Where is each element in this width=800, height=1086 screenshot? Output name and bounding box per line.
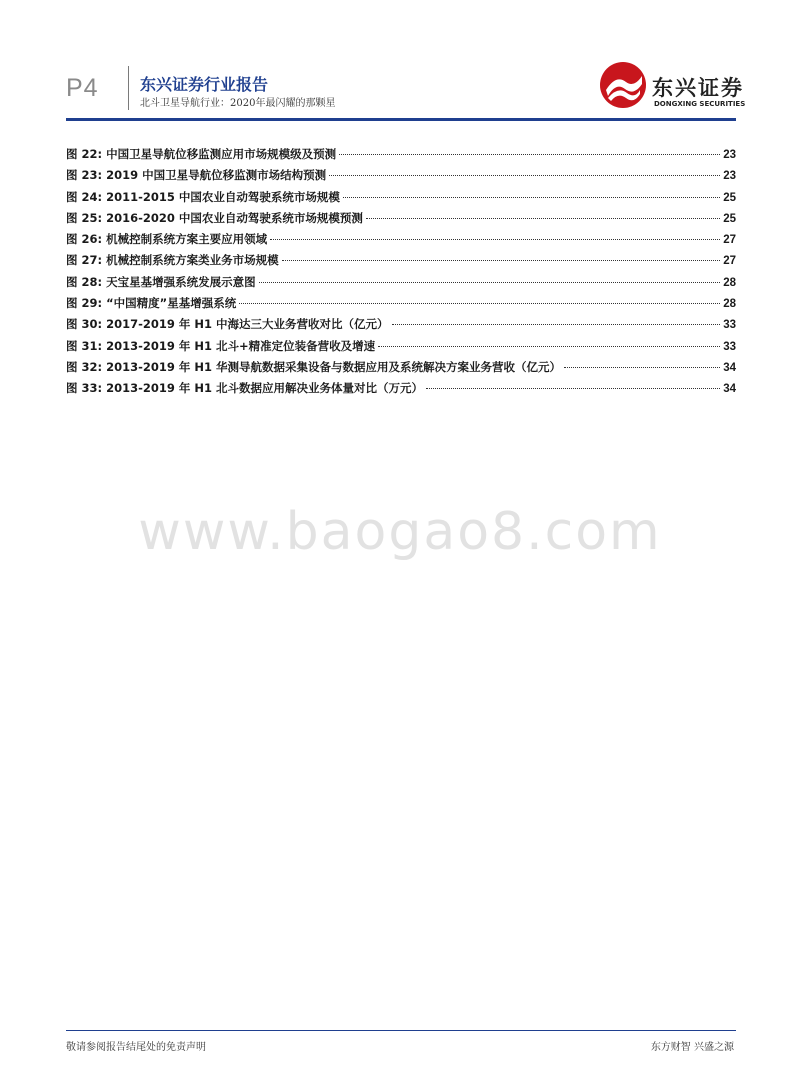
toc-entry-label: 图 25: 2016-2020 中国农业自动驾驶系统市场规模预测 [66, 210, 363, 225]
toc-leader-dots [270, 239, 720, 240]
header-divider [128, 66, 129, 110]
toc-entry-label: 图 27: 机械控制系统方案类业务市场规模 [66, 253, 279, 268]
toc-entry-page: 33 [723, 340, 736, 353]
toc-leader-dots [282, 260, 721, 261]
toc-entry[interactable] [66, 359, 736, 380]
toc-leader-dots [329, 175, 720, 176]
logo-text-cn: 东兴证券 [652, 76, 744, 100]
toc-entry[interactable] [66, 210, 736, 231]
toc-entry-page: 23 [723, 170, 736, 183]
toc-entry-label: 图 26: 机械控制系统方案主要应用领域 [66, 232, 268, 247]
toc-entry-label: 图 33: 2013-2019 年 H1 北斗数据应用解决业务体量对比（万元） [66, 381, 424, 396]
toc-leader-dots [339, 154, 720, 155]
toc-entry[interactable] [66, 231, 736, 252]
toc-entry-page: 28 [723, 298, 736, 311]
toc-entry[interactable] [66, 316, 736, 337]
logo-text-en: DONGXING SECURITIES [654, 100, 746, 108]
toc-leader-dots [239, 303, 720, 304]
toc-leader-dots [426, 388, 720, 389]
toc-entry[interactable] [66, 189, 736, 210]
toc-entry-page: 34 [723, 361, 736, 374]
page-header [0, 0, 800, 124]
toc-entry-label: 图 30: 2017-2019 年 H1 中海达三大业务营收对比（亿元） [66, 317, 389, 332]
toc-entry-label: 图 24: 2011-2015 中国农业自动驾驶系统市场规模 [66, 189, 340, 204]
toc-entry-label: 图 31: 2013-2019 年 H1 北斗+精准定位装备营收及增速 [66, 338, 376, 353]
report-subtitle: 北斗卫星导航行业：2020年最闪耀的那颗星 [140, 98, 336, 109]
toc-entry-page: 27 [723, 234, 736, 247]
toc-entry-page: 33 [723, 319, 736, 332]
toc-entry-label: 图 32: 2013-2019 年 H1 华测导航数据采集设备与数据应用及系统解决方案业务营收（亿元） [66, 359, 562, 374]
toc-entry-label: 图 22: 中国卫星导航位移监测应用市场规模级及预测 [66, 147, 337, 161]
toc-entry[interactable] [66, 295, 736, 316]
footer-slogan: 东方财智 兴盛之源 [650, 1042, 734, 1053]
figure-list [66, 146, 736, 402]
toc-entry-label: 图 28: 天宝星基增强系统发展示意图 [66, 274, 256, 289]
toc-leader-dots [343, 197, 720, 198]
toc-entry-page: 25 [723, 212, 736, 225]
toc-leader-dots [378, 346, 720, 347]
toc-entry[interactable] [66, 380, 736, 401]
toc-entry[interactable] [66, 167, 736, 188]
toc-entry-page: 25 [723, 191, 736, 204]
toc-entry[interactable] [66, 274, 736, 295]
watermark: www.baogao8.com [138, 502, 662, 562]
toc-entry[interactable] [66, 252, 736, 273]
toc-leader-dots [259, 282, 721, 283]
logo-emblem-icon [598, 60, 648, 110]
toc-entry-page: 34 [723, 383, 736, 396]
page-number: P4 [66, 74, 99, 102]
toc-leader-dots [366, 218, 720, 219]
footer-rule [66, 1030, 736, 1031]
company-logo [598, 60, 758, 116]
toc-entry-label: 图 29: “中国精度”星基增强系统 [66, 296, 237, 311]
toc-entry[interactable] [66, 338, 736, 359]
disclaimer-note: 敬请参阅报告结尾处的免责声明 [66, 1042, 206, 1053]
toc-entry-label: 图 23: 2019 中国卫星导航位移监测市场结构预测 [66, 168, 327, 183]
toc-leader-dots [564, 367, 720, 368]
toc-entry-page: 28 [723, 276, 736, 289]
toc-entry-page: 27 [723, 255, 736, 268]
header-rule [66, 118, 736, 121]
toc-entry[interactable] [66, 146, 736, 167]
report-title: 东兴证券行业报告 [140, 75, 269, 94]
toc-leader-dots [392, 324, 721, 325]
toc-entry-page: 23 [723, 149, 736, 161]
